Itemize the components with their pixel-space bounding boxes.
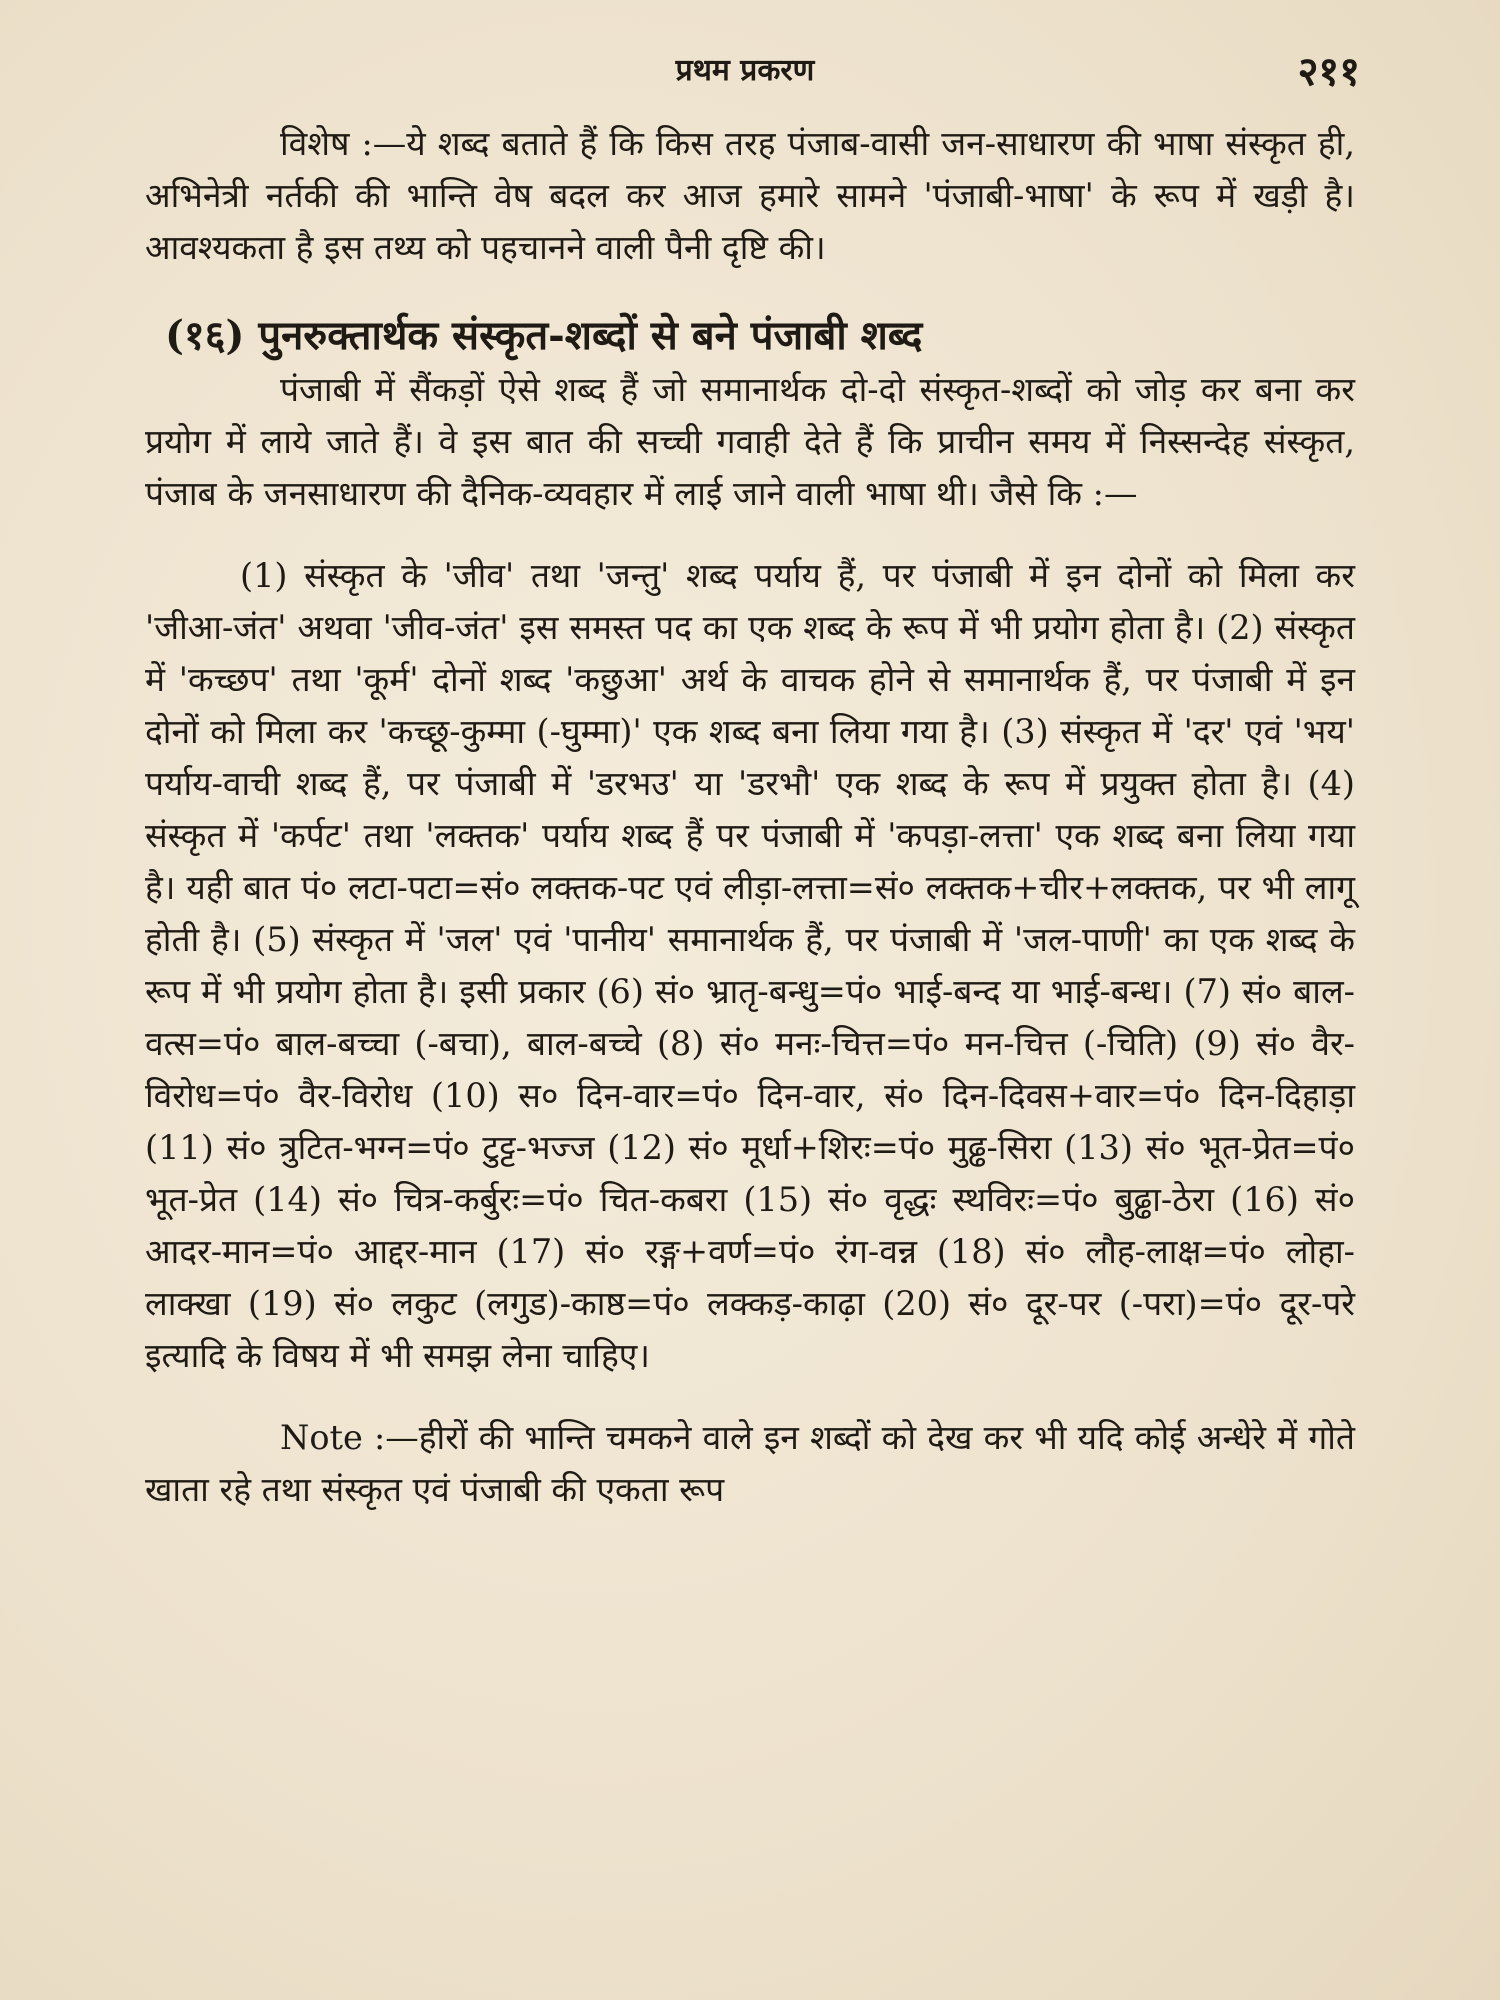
running-title: प्रथम प्रकरण [675,53,815,88]
paragraph-intro: पंजाबी में सैंकड़ों ऐसे शब्द हैं जो समानार्थक दो-दो संस्कृत-शब्दों को जोड़ कर बना कर प्रयोग में लाये जाते हैं। वे इस बात की सच्ची गवाही देते हैं कि प्राचीन समय में निस्सन्देह संस्कृत, पंजाब के जनसाधारण की दैनिक-व्यवहार में लाई जाने वाली भाषा थी। जैसे कि :— [145,370,1355,513]
page-header [130,38,1360,98]
paragraph-vishesh: विशेष :—ये शब्द बताते हैं कि किस तरह पंजाब-वासी जन-साधारण की भाषा संस्कृत ही, अभिनेत्री नर्तकी की भान्ति वेष बदल कर आज हमारे सामने 'पंजाबी-भाषा' के रूप में खड़ी है। आवश्यकता है इस तथ्य को पहचानने वाली पैनी दृष्टि की। [145,124,1355,267]
page-body [145,118,1355,1516]
page-number: २११ [1297,48,1360,95]
paragraph-examples: (1) संस्कृत के 'जीव' तथा 'जन्तु' शब्द पर्याय हैं, पर पंजाबी में इन दोनों को मिला कर 'जीआ-जंत' अथवा 'जीव-जंत' इस समस्त पद का एक शब्द के रूप में भी प्रयोग होता है। (2) संस्कृत में 'कच्छप' तथा 'कूर्म' दोनों शब्द 'कछुआ' अर्थ के वाचक होने से समानार्थक हैं, पर पंजाबी में इन दोनों को मिला कर 'कच्छू-कुम्मा (-घुम्मा)' एक शब्द बना लिया गया है। (3) संस्कृत में 'दर' एवं 'भय' पर्याय-वाची शब्द हैं, पर पंजाबी में 'डरभउ' या 'डरभौ' एक शब्द के रूप में प्रयुक्त होता है। (4) संस्कृत में 'कर्पट' तथा 'लक्तक' पर्याय शब्द हैं पर पंजाबी में 'कपड़ा-लत्ता' एक शब्द बना लिया गया है। यही बात पं० लटा-पटा=सं० लक्तक-पट एवं लीड़ा-लत्ता=सं० लक्तक+चीर+लक्तक, पर भी लागू होती है। (5) संस्कृत में 'जल' एवं 'पानीय' समानार्थक हैं, पर पंजाबी में 'जल-पाणी' का एक शब्द के रूप में भी प्रयोग होता है। इसी प्रकार (6) सं० भ्रातृ-बन्धु=पं० भाई-बन्द या भाई-बन्ध। (7) सं० बाल-वत्स=पं० बाल-बच्चा (-बचा), बाल-बच्चे (8) सं० मनः-चित्त=पं० मन-चित्त (-चिति) (9) सं० वैर-विरोध=पं० वैर-विरोध (10) स० दिन-वार=पं० दिन-वार, सं० दिन-दिवस+वार=पं० दिन-दिहाड़ा (11) सं० त्रुटित-भग्न=पं० टुट्ट-भज्ज (12) सं० मूर्धा+शिरः=पं० मुढ्ढ-सिरा (13) सं० भूत-प्रेत=पं० भूत-प्रेत (14) सं० चित्र-कर्बुरः=पं० चित-कबरा (15) सं० वृद्धः स्थविरः=पं० बुढ्ढा-ठेरा (16) सं० आदर-मान=पं० आद्दर-मान (17) सं० रङ्ग+वर्ण=पं० रंग-वन्न (18) सं० लौह-लाक्ष=पं० लोहा-लाक्खा (19) सं० लकुट (लगुड)-काष्ठ=पं० लक्कड़-काढ़ा (20) सं० दूर-पर (-परा)=पं० दूर-परे इत्यादि के विषय में भी समझ लेना चाहिए। [145,556,1355,1375]
section-heading: (१६) पुनरुक्तार्थक संस्कृत-शब्दों से बने पंजाबी शब्द [165,312,923,359]
paragraph-note: Note :—हीरों की भान्ति चमकने वाले इन शब्दों को देख कर भी यदि कोई अन्धेरे में गोते खाता रहे तथा संस्कृत एवं पंजाबी की एकता रूप [145,1418,1355,1509]
